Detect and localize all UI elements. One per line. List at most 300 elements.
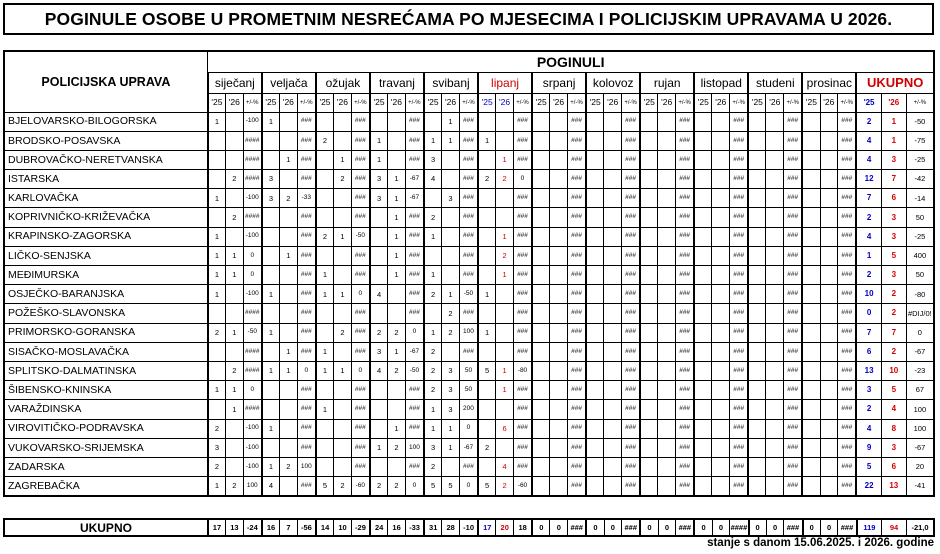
data-cell: #### <box>243 170 262 189</box>
data-cell: ### <box>351 246 370 265</box>
data-cell: ### <box>513 438 532 457</box>
data-cell: 1 <box>496 266 514 285</box>
data-cell <box>262 150 280 169</box>
data-cell: 2 <box>424 381 442 400</box>
data-cell: ### <box>730 170 749 189</box>
data-cell <box>280 285 298 304</box>
data-cell: ### <box>676 342 695 361</box>
data-cell: 0 <box>856 304 881 323</box>
data-cell <box>640 112 658 131</box>
pu-name: LIČKO-SENJSKA <box>4 246 208 265</box>
data-cell <box>658 285 676 304</box>
data-cell: 3 <box>208 438 226 457</box>
data-cell: ### <box>513 112 532 131</box>
data-cell <box>532 304 550 323</box>
data-cell: #DIJ/0! <box>906 304 934 323</box>
data-table <box>3 50 935 497</box>
total-cell: -33 <box>405 519 424 536</box>
data-cell <box>604 438 622 457</box>
data-cell <box>766 189 784 208</box>
data-cell: 7 <box>856 323 881 342</box>
table-row <box>4 266 934 285</box>
data-cell <box>334 438 352 457</box>
data-cell: 2 <box>280 189 298 208</box>
data-cell <box>388 381 406 400</box>
data-cell: ### <box>297 266 316 285</box>
data-cell <box>262 266 280 285</box>
data-cell: 1 <box>370 438 388 457</box>
pu-name: KOPRIVNIČKO-KRIŽEVAČKA <box>4 208 208 227</box>
data-cell <box>712 457 730 476</box>
data-cell: 1 <box>316 361 334 380</box>
total-cell: 119 <box>857 519 882 536</box>
total-cell: 28 <box>442 519 460 536</box>
data-cell: 1 <box>334 227 352 246</box>
data-cell: 1 <box>225 266 243 285</box>
header-month-7: kolovoz <box>586 72 640 93</box>
data-cell: ### <box>730 246 749 265</box>
data-cell: 2 <box>424 361 442 380</box>
data-cell <box>550 112 568 131</box>
data-cell: ### <box>838 361 857 380</box>
data-cell: ### <box>567 227 586 246</box>
data-cell <box>496 342 514 361</box>
data-cell: 2 <box>496 477 514 496</box>
data-cell: 200 <box>459 400 478 419</box>
data-cell: ### <box>676 246 695 265</box>
data-cell <box>478 189 496 208</box>
data-cell <box>478 227 496 246</box>
data-cell <box>802 112 820 131</box>
data-cell: -50 <box>459 285 478 304</box>
data-cell <box>694 112 712 131</box>
data-cell <box>334 419 352 438</box>
data-cell: 2 <box>334 477 352 496</box>
data-cell <box>532 285 550 304</box>
data-cell: ### <box>784 477 803 496</box>
data-cell <box>496 438 514 457</box>
data-cell <box>316 112 334 131</box>
data-cell <box>208 170 226 189</box>
data-cell: ### <box>297 419 316 438</box>
data-cell: 1 <box>225 323 243 342</box>
data-cell: 5 <box>316 477 334 496</box>
data-cell: 3 <box>856 381 881 400</box>
data-cell: ### <box>838 400 857 419</box>
data-cell <box>478 246 496 265</box>
header-month-2: ožujak <box>316 72 370 93</box>
data-cell: ### <box>676 304 695 323</box>
data-cell: 50 <box>459 361 478 380</box>
data-cell: -100 <box>243 285 262 304</box>
data-cell <box>334 189 352 208</box>
data-cell: 1 <box>424 419 442 438</box>
table-row <box>4 457 934 476</box>
total-cell: ### <box>838 519 857 536</box>
data-cell <box>748 381 766 400</box>
data-cell <box>550 342 568 361</box>
data-cell: ### <box>784 266 803 285</box>
data-cell <box>496 112 514 131</box>
data-cell: ### <box>405 112 424 131</box>
data-cell: 100 <box>906 419 934 438</box>
data-cell <box>225 457 243 476</box>
data-cell <box>496 304 514 323</box>
data-cell <box>586 381 604 400</box>
data-cell: -67 <box>405 342 424 361</box>
total-cell: ### <box>676 519 695 536</box>
data-cell <box>225 112 243 131</box>
total-cell: ### <box>784 519 803 536</box>
data-cell <box>550 266 568 285</box>
data-cell <box>262 246 280 265</box>
data-cell: ### <box>513 419 532 438</box>
data-cell <box>748 400 766 419</box>
data-cell: -50 <box>351 227 370 246</box>
pu-name: VARAŽDINSKA <box>4 400 208 419</box>
data-cell: ### <box>730 419 749 438</box>
data-cell <box>442 246 460 265</box>
data-cell: 5 <box>424 477 442 496</box>
header-sub: +/-% <box>297 93 316 112</box>
data-cell <box>478 342 496 361</box>
data-cell <box>370 457 388 476</box>
header-month-6: srpanj <box>532 72 586 93</box>
data-cell <box>712 131 730 150</box>
data-cell <box>604 323 622 342</box>
data-cell <box>640 170 658 189</box>
data-cell <box>586 170 604 189</box>
data-cell: 100 <box>243 477 262 496</box>
total-cell: 0 <box>586 519 604 536</box>
data-cell <box>532 438 550 457</box>
data-cell: 1 <box>262 323 280 342</box>
data-cell <box>766 323 784 342</box>
data-cell <box>424 189 442 208</box>
data-cell: 4 <box>496 457 514 476</box>
data-cell: -42 <box>906 170 934 189</box>
data-cell <box>658 246 676 265</box>
data-cell: ### <box>567 419 586 438</box>
header-sub: '26 <box>225 93 243 112</box>
data-cell: ### <box>297 131 316 150</box>
data-cell <box>208 400 226 419</box>
data-cell: 5 <box>881 246 906 265</box>
data-cell <box>820 170 838 189</box>
data-cell: 1 <box>881 131 906 150</box>
total-cell: 7 <box>280 519 298 536</box>
data-cell <box>532 361 550 380</box>
data-cell: ### <box>676 361 695 380</box>
data-cell <box>820 457 838 476</box>
data-cell: 1 <box>442 285 460 304</box>
data-cell: ### <box>621 381 640 400</box>
data-cell: 0 <box>459 477 478 496</box>
data-cell: ### <box>838 477 857 496</box>
data-cell: ### <box>621 477 640 496</box>
data-cell <box>586 323 604 342</box>
data-cell <box>442 227 460 246</box>
data-cell: ### <box>730 381 749 400</box>
data-cell: 10 <box>856 285 881 304</box>
data-cell <box>478 150 496 169</box>
header-sub: '26 <box>334 93 352 112</box>
data-cell <box>334 342 352 361</box>
data-cell: ### <box>730 361 749 380</box>
data-cell <box>442 266 460 285</box>
data-cell <box>442 457 460 476</box>
data-cell: ### <box>621 342 640 361</box>
data-cell: ### <box>567 112 586 131</box>
data-cell: 1 <box>262 112 280 131</box>
data-cell: ### <box>351 323 370 342</box>
data-cell: ### <box>784 227 803 246</box>
data-cell <box>532 477 550 496</box>
total-cell: 14 <box>316 519 334 536</box>
data-cell: ### <box>838 189 857 208</box>
data-cell <box>532 246 550 265</box>
data-cell: ### <box>567 208 586 227</box>
data-cell: 2 <box>856 266 881 285</box>
total-cell: 0 <box>658 519 676 536</box>
data-cell: ### <box>838 208 857 227</box>
data-cell <box>550 285 568 304</box>
data-cell <box>586 227 604 246</box>
pu-name: POŽEŠKO-SLAVONSKA <box>4 304 208 323</box>
header-month-10: studeni <box>748 72 802 93</box>
table-row <box>4 419 934 438</box>
data-cell <box>712 189 730 208</box>
data-cell <box>550 477 568 496</box>
data-cell: ### <box>730 285 749 304</box>
data-cell <box>820 246 838 265</box>
data-cell: 2 <box>424 285 442 304</box>
data-cell: 20 <box>906 457 934 476</box>
data-cell <box>694 150 712 169</box>
header-sub: '25 <box>316 93 334 112</box>
data-cell: 10 <box>881 361 906 380</box>
data-cell: -50 <box>405 361 424 380</box>
header-sub: '25 <box>262 93 280 112</box>
data-cell: ### <box>730 304 749 323</box>
data-cell: -100 <box>243 438 262 457</box>
data-cell <box>532 170 550 189</box>
data-cell: 2 <box>334 323 352 342</box>
header-sub: +/-% <box>243 93 262 112</box>
data-cell: ### <box>405 381 424 400</box>
header-sub: '25 <box>208 93 226 112</box>
data-cell: ### <box>784 285 803 304</box>
data-cell <box>640 438 658 457</box>
data-cell <box>820 266 838 285</box>
pu-name: VUKOVARSKO-SRIJEMSKA <box>4 438 208 457</box>
data-cell <box>658 342 676 361</box>
data-cell: 1 <box>208 246 226 265</box>
data-cell: ### <box>351 438 370 457</box>
data-cell: ### <box>459 266 478 285</box>
data-cell <box>748 323 766 342</box>
data-cell <box>550 304 568 323</box>
data-cell: 2 <box>225 361 243 380</box>
data-cell <box>748 304 766 323</box>
total-cell: 0 <box>712 519 730 536</box>
data-cell <box>748 189 766 208</box>
data-cell <box>712 438 730 457</box>
data-cell <box>802 285 820 304</box>
table-row <box>4 381 934 400</box>
data-cell <box>586 361 604 380</box>
data-cell <box>604 419 622 438</box>
data-cell: ### <box>621 208 640 227</box>
data-cell <box>658 227 676 246</box>
data-cell: ### <box>676 112 695 131</box>
data-cell: 2 <box>208 419 226 438</box>
data-cell: ### <box>567 323 586 342</box>
data-cell <box>694 131 712 150</box>
pu-name: ZAGREBAČKA <box>4 477 208 496</box>
data-cell <box>262 381 280 400</box>
data-cell <box>658 266 676 285</box>
data-cell: 2 <box>424 208 442 227</box>
total-cell: 0 <box>749 519 767 536</box>
data-cell: ### <box>513 208 532 227</box>
data-cell <box>496 131 514 150</box>
data-cell: -41 <box>906 477 934 496</box>
data-cell: ### <box>621 323 640 342</box>
total-cell: 17 <box>478 519 496 536</box>
data-cell: -25 <box>906 227 934 246</box>
data-cell: ### <box>784 361 803 380</box>
data-cell: ### <box>459 304 478 323</box>
data-cell: ### <box>621 400 640 419</box>
header-sub: +/-% <box>351 93 370 112</box>
data-cell: ### <box>405 246 424 265</box>
data-cell <box>334 266 352 285</box>
total-cell: 0 <box>766 519 784 536</box>
pu-name: ZADARSKA <box>4 457 208 476</box>
total-cell: -24 <box>243 519 262 536</box>
data-cell: ### <box>838 381 857 400</box>
data-cell: ### <box>784 170 803 189</box>
data-cell <box>766 361 784 380</box>
data-cell: 2 <box>225 208 243 227</box>
data-cell <box>604 400 622 419</box>
data-cell <box>532 189 550 208</box>
data-cell: 4 <box>856 131 881 150</box>
data-cell <box>802 246 820 265</box>
data-cell: ### <box>621 457 640 476</box>
pu-name: MEĐIMURSKA <box>4 266 208 285</box>
total-cell: 0 <box>640 519 658 536</box>
data-cell: -67 <box>405 170 424 189</box>
data-cell <box>766 150 784 169</box>
data-cell: ### <box>297 112 316 131</box>
data-cell: ### <box>405 304 424 323</box>
data-cell <box>208 150 226 169</box>
data-cell: 1 <box>424 323 442 342</box>
data-cell: 1 <box>262 419 280 438</box>
data-cell <box>478 112 496 131</box>
total-cell: ### <box>568 519 587 536</box>
data-cell: ### <box>676 419 695 438</box>
data-cell: ### <box>297 477 316 496</box>
data-cell: 2 <box>370 477 388 496</box>
data-cell <box>388 400 406 419</box>
data-cell <box>748 150 766 169</box>
data-cell <box>694 266 712 285</box>
data-cell: 3 <box>370 189 388 208</box>
data-cell: ### <box>730 323 749 342</box>
data-cell: 3 <box>442 400 460 419</box>
data-cell: 1 <box>496 381 514 400</box>
data-cell: ### <box>838 285 857 304</box>
data-cell <box>604 131 622 150</box>
data-cell <box>550 323 568 342</box>
data-cell: ### <box>838 131 857 150</box>
data-cell <box>280 419 298 438</box>
data-cell <box>424 112 442 131</box>
data-cell: ### <box>838 170 857 189</box>
data-cell <box>334 112 352 131</box>
data-cell: ### <box>567 246 586 265</box>
data-cell: ### <box>351 150 370 169</box>
data-cell: 0 <box>513 170 532 189</box>
header-sub: '26 <box>820 93 838 112</box>
data-cell <box>208 342 226 361</box>
data-cell <box>604 112 622 131</box>
data-cell: 8 <box>881 419 906 438</box>
data-cell: ### <box>730 150 749 169</box>
data-cell <box>334 304 352 323</box>
header-poginuli: POGINULI <box>208 51 934 72</box>
data-cell: 4 <box>370 285 388 304</box>
data-cell: -80 <box>513 361 532 380</box>
data-cell <box>766 457 784 476</box>
data-cell: ### <box>676 400 695 419</box>
data-cell <box>802 361 820 380</box>
data-cell <box>694 457 712 476</box>
data-cell <box>586 457 604 476</box>
data-cell: -100 <box>243 112 262 131</box>
table-row <box>4 246 934 265</box>
data-cell <box>658 323 676 342</box>
data-cell <box>802 208 820 227</box>
data-cell: ### <box>838 227 857 246</box>
data-cell <box>658 304 676 323</box>
data-cell: 2 <box>496 170 514 189</box>
data-cell: ### <box>676 131 695 150</box>
total-cell: 16 <box>262 519 280 536</box>
total-table <box>3 518 935 537</box>
data-cell: ### <box>784 150 803 169</box>
data-cell: 2 <box>316 131 334 150</box>
data-cell: ### <box>567 304 586 323</box>
data-cell <box>532 131 550 150</box>
total-cell: 0 <box>820 519 838 536</box>
data-cell: ### <box>513 304 532 323</box>
data-cell: ### <box>351 342 370 361</box>
data-cell: 2 <box>496 246 514 265</box>
data-cell <box>766 477 784 496</box>
header-sub: '25 <box>532 93 550 112</box>
data-cell <box>208 361 226 380</box>
data-cell <box>280 438 298 457</box>
total-cell: 0 <box>604 519 622 536</box>
data-cell: ### <box>567 457 586 476</box>
data-cell: ### <box>459 112 478 131</box>
data-cell: 2 <box>225 477 243 496</box>
data-cell: 2 <box>881 342 906 361</box>
